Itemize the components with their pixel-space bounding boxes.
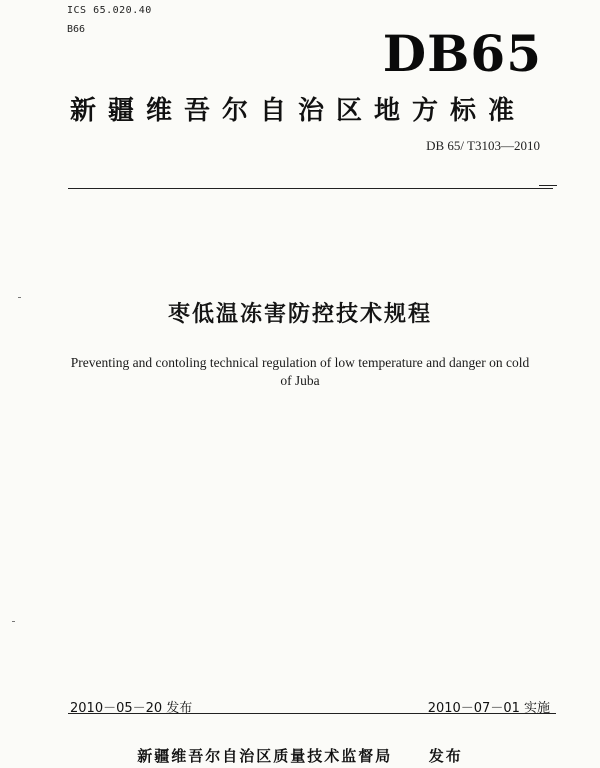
header-divider-tick xyxy=(539,185,557,186)
document-title-chinese: 枣低温冻害防控技术规程 xyxy=(167,302,432,327)
standard-type-heading: 新疆维吾尔自治区地方标准 xyxy=(70,96,527,126)
scan-speck xyxy=(18,297,21,298)
publish-label: 发布 xyxy=(428,747,463,765)
english-title-line-1: Preventing and contoling technical regulation of low temperature and danger on cold xyxy=(70,355,530,370)
publisher-line xyxy=(0,745,600,766)
footer-divider xyxy=(68,713,556,714)
implementation-date: 2010－07－01 实施 xyxy=(427,701,550,716)
scan-speck xyxy=(12,621,15,622)
ccs-code: B66 xyxy=(67,24,86,35)
issue-date: 2010－05－20 发布 xyxy=(70,701,193,716)
standard-number: DB 65/ T3103—2010 xyxy=(426,138,540,153)
standard-code-logo: DB65 xyxy=(382,24,542,83)
document-title-english xyxy=(55,354,545,390)
ics-code: ICS 65.020.40 xyxy=(67,5,152,16)
header-divider xyxy=(68,188,553,189)
english-title-line-2: of Juba xyxy=(280,373,320,388)
publisher-name: 新疆维吾尔自治区质量技术监督局 xyxy=(137,747,393,765)
